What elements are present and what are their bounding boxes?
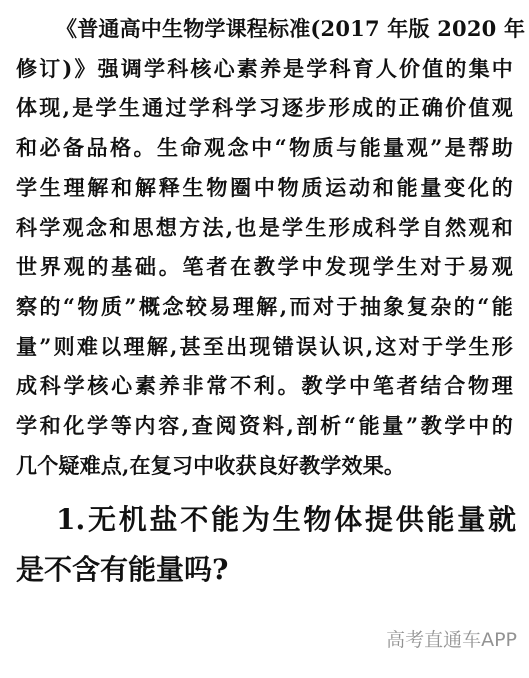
- paragraph-line-12: 几个疑难点,在复习中收获良好教学效果。: [16, 453, 406, 478]
- paragraph-line-5: 学生理解和解释生物圈中物质运动和能量变化的: [16, 175, 513, 200]
- paragraph-line-8: 察的“物质”概念较易理解,而对于抽象复杂的“能: [16, 294, 513, 319]
- paragraph-line-1: 《普通高中生物学课程标准(2017 年版 2020 年: [56, 16, 526, 41]
- watermark-text: 高考直通车APP: [386, 629, 517, 651]
- paragraph-line-10: 成科学核心素养非常不利。教学中笔者结合物理: [16, 373, 513, 398]
- section-heading-line-1: 1.无机盐不能为生物体提供能量就: [56, 503, 516, 536]
- paragraph-line-2: 修订)》强调学科核心素养是学科育人价值的集中: [16, 56, 513, 81]
- paragraph-line-7: 世界观的基础。笔者在教学中发现学生对于易观: [16, 254, 513, 279]
- paragraph-line-9: 量”则难以理解,甚至出现错误认识,这对于学生形: [16, 334, 513, 359]
- paragraph-line-3: 体现,是学生通过学科学习逐步形成的正确价值观: [16, 95, 513, 120]
- section-heading-line-2: 是不含有能量吗?: [16, 553, 229, 586]
- paragraph-line-11: 学和化学等内容,查阅资料,剖析“能量”教学中的: [16, 413, 513, 438]
- paragraph-line-6: 科学观念和思想方法,也是学生形成科学自然观和: [16, 215, 513, 240]
- paragraph-line-4: 和必备品格。生命观念中“物质与能量观”是帮助: [16, 135, 513, 160]
